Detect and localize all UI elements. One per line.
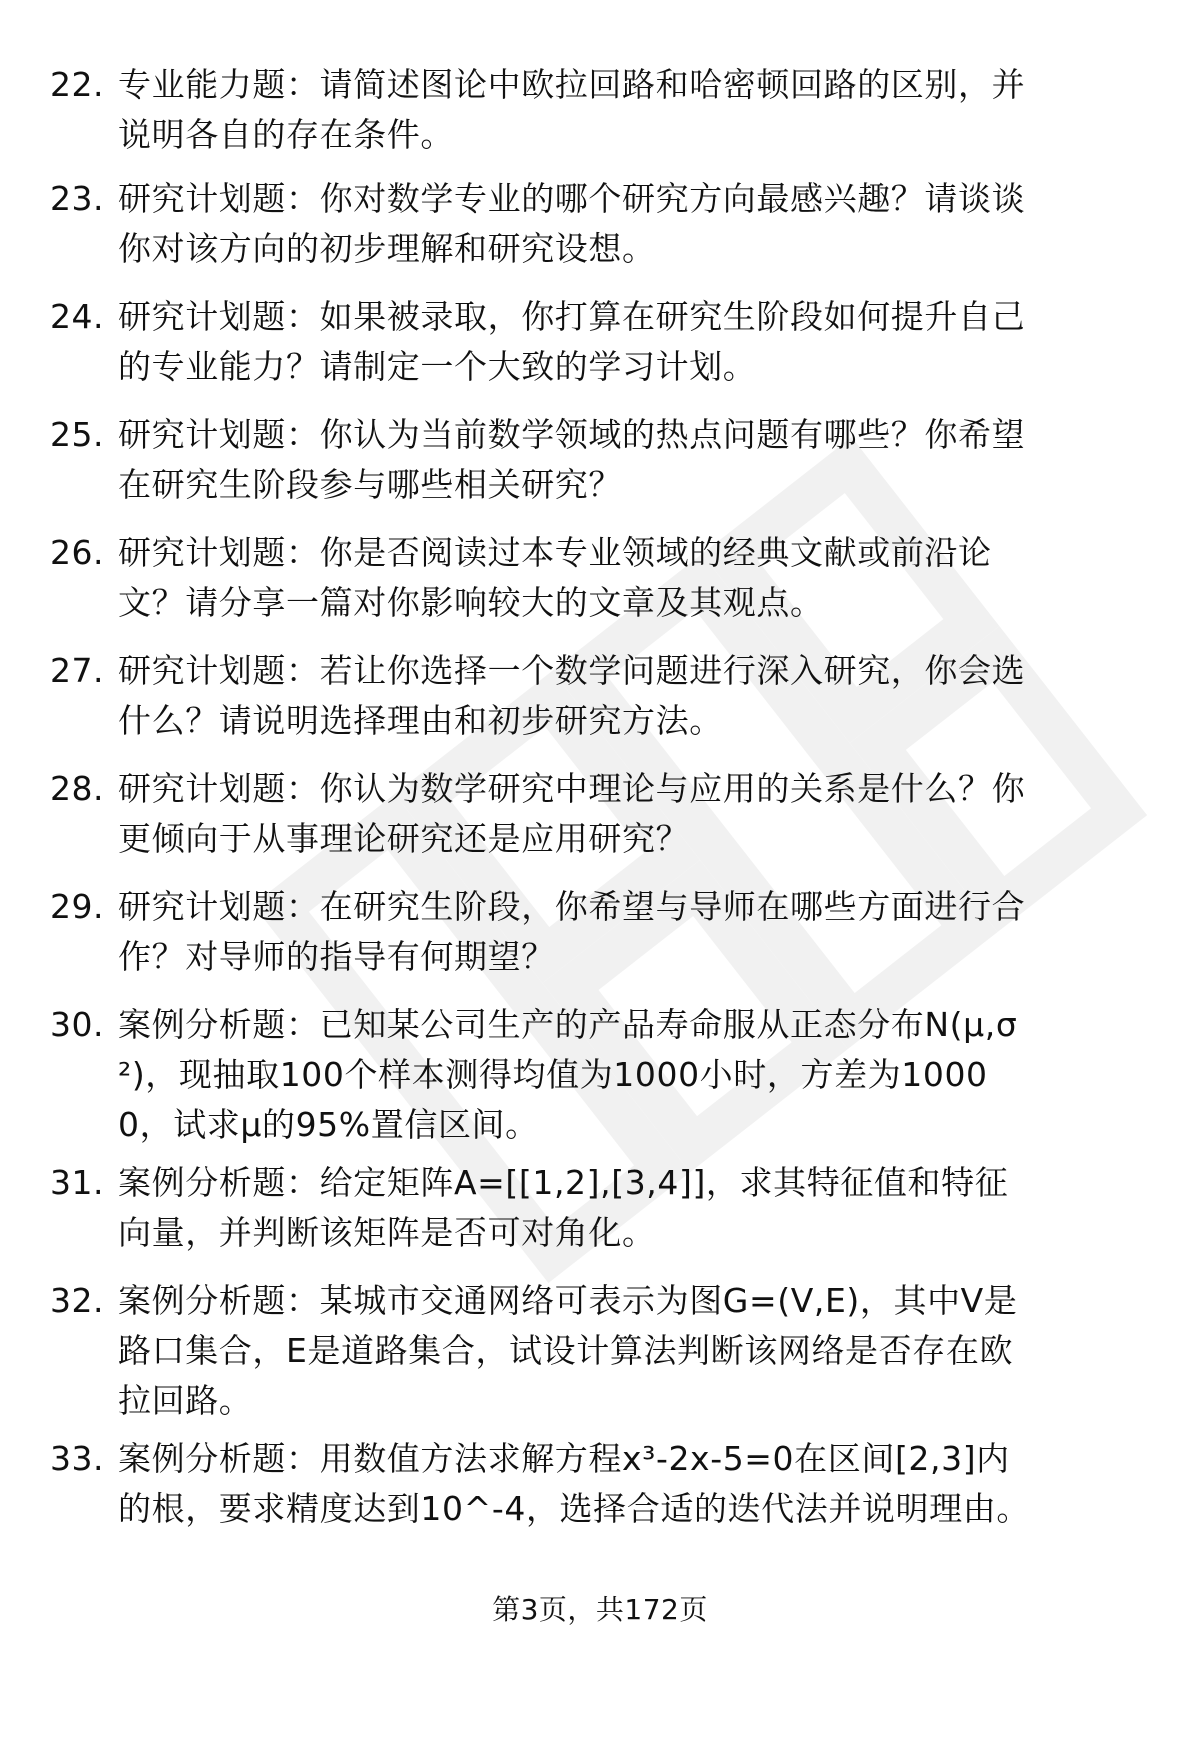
question-text: 研究计划题：若让你选择一个数学问题进行深入研究，你会选什么？请说明选择理由和初步研究方法。 <box>118 651 1026 740</box>
question-number: 27. <box>50 651 104 690</box>
question-number: 33. <box>50 1439 104 1478</box>
question-text: 专业能力题：请简述图论中欧拉回路和哈密顿回路的区别，并说明各自的存在条件。 <box>118 65 1026 154</box>
question-text: 案例分析题：某城市交通网络可表示为图G=(V,E)，其中V是路口集合，E是道路集合，试设计算法判断该网络是否存在欧拉回路。 <box>118 1281 1018 1420</box>
question-number: 22. <box>50 65 104 104</box>
question-text: 研究计划题：在研究生阶段，你希望与导师在哪些方面进行合作？对导师的指导有何期望？ <box>118 887 1026 976</box>
question-text: 案例分析题：用数值方法求解方程x³-2x-5=0在区间[2,3]内的根，要求精度达到10^-4，选择合适的迭代法并说明理由。 <box>118 1439 1030 1528</box>
question-text: 案例分析题：已知某公司生产的产品寿命服从正态分布N(μ,σ²)，现抽取100个样本测得均值为1000小时，方差为10000，试求μ的95%置信区间。 <box>118 1005 1018 1144</box>
question-text: 案例分析题：给定矩阵A=[[1,2],[3,4]]，求其特征值和特征向量，并判断该矩阵是否可对角化。 <box>118 1163 1009 1252</box>
question-number: 25. <box>50 415 104 454</box>
page-number-footer: 第3页，共172页 <box>492 1593 708 1626</box>
question-number: 24. <box>50 297 104 336</box>
question-text: 研究计划题：你是否阅读过本专业领域的经典文献或前沿论文？请分享一篇对你影响较大的文章及其观点。 <box>118 533 992 622</box>
question-text: 研究计划题：如果被录取，你打算在研究生阶段如何提升自己的专业能力？请制定一个大致的学习计划。 <box>118 297 1026 386</box>
question-number: 30. <box>50 1005 104 1044</box>
question-number: 29. <box>50 887 104 926</box>
question-number: 28. <box>50 769 104 808</box>
question-number: 31. <box>50 1163 104 1202</box>
question-text: 研究计划题：你认为数学研究中理论与应用的关系是什么？你更倾向于从事理论研究还是应用研究？ <box>118 769 1026 858</box>
question-number: 32. <box>50 1281 104 1320</box>
question-number: 26. <box>50 533 104 572</box>
question-number: 23. <box>50 179 104 218</box>
question-text: 研究计划题：你对数学专业的哪个研究方向最感兴趣？请谈谈你对该方向的初步理解和研究设想。 <box>118 179 1026 268</box>
question-text: 研究计划题：你认为当前数学领域的热点问题有哪些？你希望在研究生阶段参与哪些相关研究？ <box>118 415 1026 504</box>
